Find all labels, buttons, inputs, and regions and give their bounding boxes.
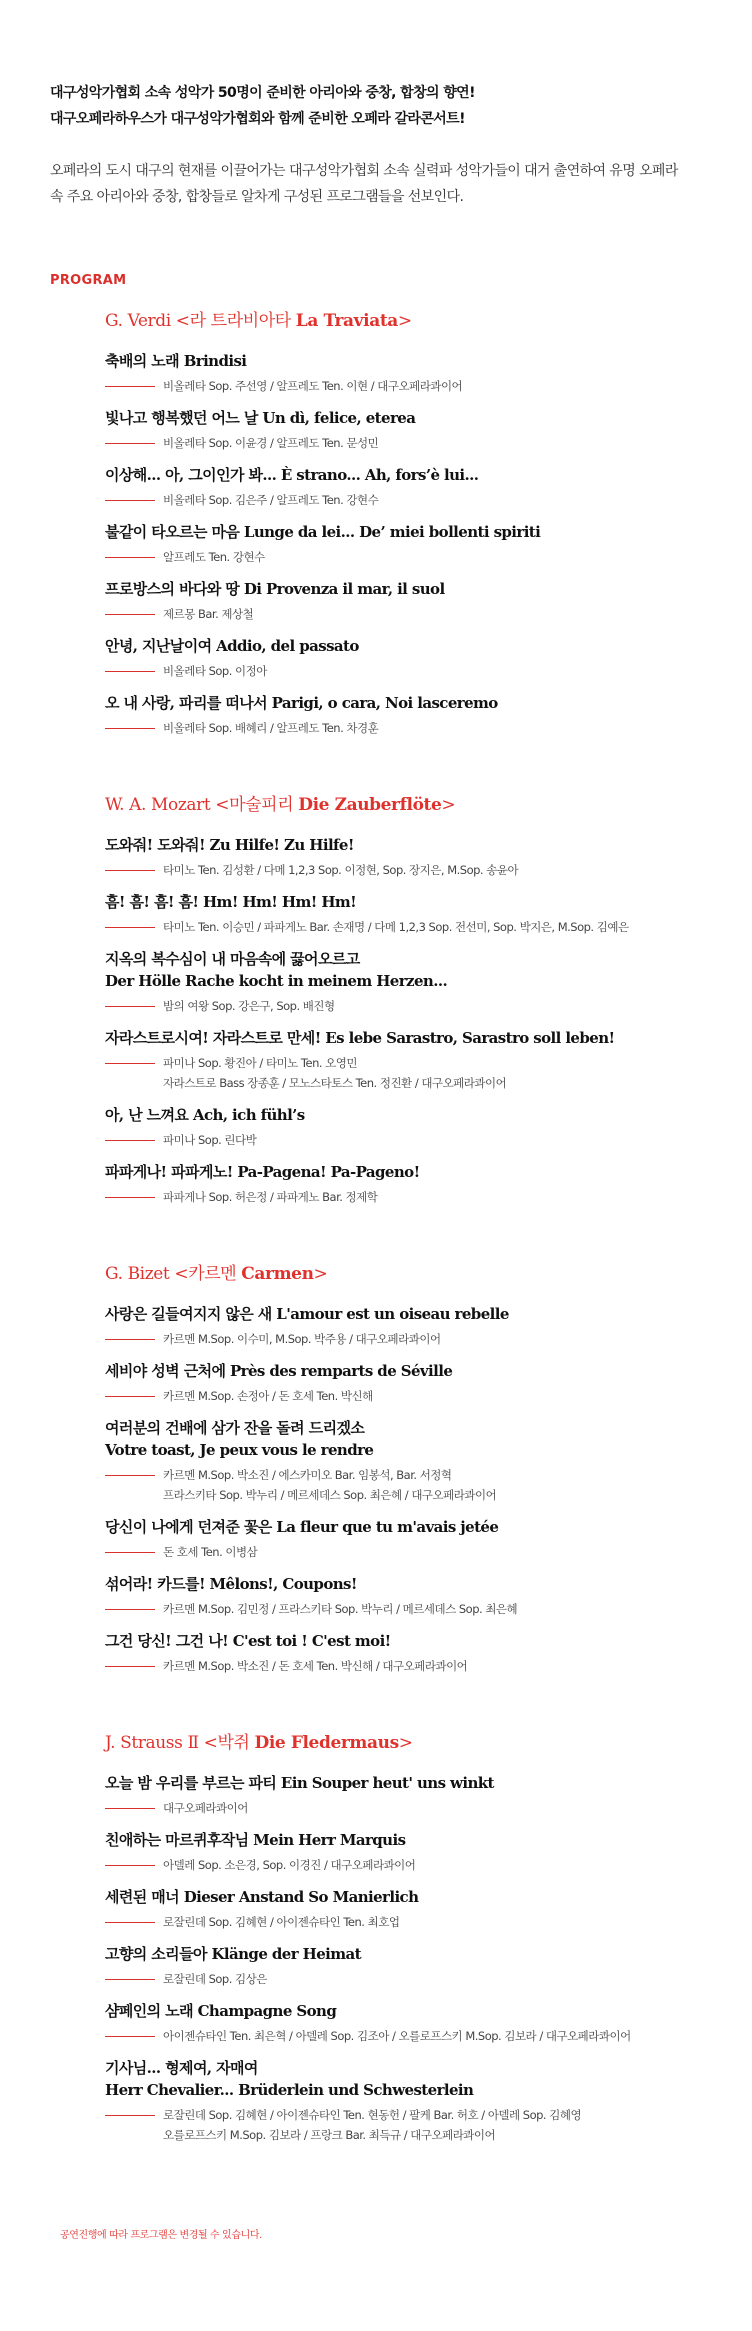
intro-desc-line-2: 속 주요 아리아와 중창, 합창들로 알차게 구성된 프로그램들을 선보인다. [50, 189, 464, 205]
opera-section [105, 306, 745, 738]
piece-cast [105, 433, 745, 453]
cast-line-text: 프라스키타 Sop. 박누리 / 메르세데스 Sop. 최은혜 / 대구오페라콰이어 [163, 1488, 497, 1502]
section-title-prefix: G. Verdi <라 트라비아타 [105, 311, 296, 331]
program-piece [105, 578, 745, 624]
piece-title: Der Hölle Rache kocht in meinem Herzen... [105, 972, 448, 990]
piece-title: 사랑은 길들여지지 않은 새 L'amour est un oiseau rebelle [105, 1305, 509, 1323]
cast-line-text: 밤의 여왕 Sop. 강은구, Sop. 배진형 [163, 999, 335, 1013]
cast-text [163, 1912, 399, 1932]
piece-title: 오 내 사랑, 파리를 떠나서 Parigi, o cara, Noi lasceremo [105, 694, 498, 712]
cast-divider-line [105, 671, 155, 672]
cast-text [163, 661, 267, 681]
cast-divider-line [105, 1666, 155, 1667]
cast-line-text: 로잘린데 Sop. 김혜현 / 아이젠슈타인 Ten. 최호업 [163, 1915, 400, 1929]
cast-divider-line [105, 1339, 155, 1340]
cast-divider-line [105, 1396, 155, 1397]
program-piece [105, 1630, 745, 1676]
program-piece [105, 521, 745, 567]
cast-line-text: 비올레타 Sop. 이정아 [163, 664, 267, 678]
cast-divider-line [105, 1979, 155, 1980]
cast-divider-line [105, 1006, 155, 1007]
piece-cast [105, 1798, 745, 1818]
cast-line-text: 카르멘 M.Sop. 손정아 / 돈 호세 Ten. 박신해 [163, 1389, 373, 1403]
cast-text [163, 860, 518, 880]
piece-cast [105, 1187, 745, 1207]
cast-line-text: 아이젠슈타인 Ten. 최은혁 / 아델레 Sop. 김조아 / 오를로프스키 M.Sop. 김보라 / 대구오페라콰이어 [163, 2029, 631, 2043]
piece-title: 고향의 소리들아 Klänge der Heimat [105, 1945, 361, 1963]
piece-cast [105, 1465, 745, 1505]
cast-line-text: 카르멘 M.Sop. 박소진 / 에스카미오 Bar. 임봉석, Bar. 서정혁 [163, 1468, 452, 1482]
piece-cast [105, 996, 745, 1016]
opera-section-title [105, 1259, 745, 1289]
cast-line-text: 타미노 Ten. 김성환 / 다메 1,2,3 Sop. 이정현, Sop. 장지은, M.Sop. 송윤아 [163, 863, 519, 877]
cast-text [163, 376, 462, 396]
piece-cast [105, 1969, 745, 1989]
opera-section-title [105, 306, 745, 336]
cast-line-text: 알프레도 Ten. 강현수 [163, 550, 265, 564]
cast-text [163, 2026, 631, 2046]
cast-divider-line [105, 927, 155, 928]
cast-divider-line [105, 1609, 155, 1610]
program-piece [105, 1161, 745, 1207]
cast-divider-line [105, 728, 155, 729]
cast-divider-line [105, 614, 155, 615]
program-piece [105, 464, 745, 510]
cast-line-text: 파파게나 Sop. 허은정 / 파파게노 Bar. 정제학 [163, 1190, 378, 1204]
cast-divider-line [105, 1808, 155, 1809]
piece-cast [105, 917, 745, 937]
cast-divider-line [105, 500, 155, 501]
cast-text [163, 1798, 248, 1818]
opera-section-title [105, 790, 745, 820]
opera-section [105, 790, 745, 1207]
piece-cast [105, 1053, 745, 1093]
cast-line-text: 돈 호세 Ten. 이병삼 [163, 1545, 258, 1559]
section-title-suffix: > [313, 1264, 328, 1284]
cast-divider-line [105, 1063, 155, 1064]
program-piece [105, 2057, 745, 2145]
piece-cast [105, 2026, 745, 2046]
piece-cast [105, 1130, 745, 1150]
section-title-orig: La Traviata [295, 311, 398, 331]
cast-line-text: 아델레 Sop. 소은경, Sop. 이경진 / 대구오페라콰이어 [163, 1858, 416, 1872]
cast-divider-line [105, 1197, 155, 1198]
piece-title: Votre toast, Je peux vous le rendre [105, 1441, 374, 1459]
piece-cast [105, 2105, 745, 2145]
cast-text [163, 1465, 496, 1505]
cast-line-text: 로잘린데 Sop. 김혜현 / 아이젠슈타인 Ten. 현동헌 / 팔케 Bar. 허호 / 아델레 Sop. 김혜영 [163, 2108, 582, 2122]
cast-line-text: 오를로프스키 M.Sop. 김보라 / 프랑크 Bar. 최득규 / 대구오페라콰이어 [163, 2128, 496, 2142]
cast-line-text: 자라스트로 Bass 장종훈 / 모노스타토스 Ten. 정진환 / 대구오페라콰이어 [163, 1076, 507, 1090]
piece-title: 지옥의 복수심이 내 마음속에 끓어오르고 [105, 950, 360, 968]
cast-text [163, 433, 378, 453]
cast-line-text: 파미나 Sop. 황진아 / 타미노 Ten. 오영민 [163, 1056, 357, 1070]
cast-line-text: 비올레타 Sop. 이윤경 / 알프레도 Ten. 문성민 [163, 436, 379, 450]
program-piece [105, 407, 745, 453]
piece-cast [105, 860, 745, 880]
program-piece [105, 1516, 745, 1562]
piece-title: 그건 당신! 그건 나! C'est toi ! C'est moi! [105, 1632, 391, 1650]
section-title-orig: Carmen [241, 1264, 314, 1284]
piece-cast [105, 1855, 745, 1875]
piece-title: 아, 난 느껴요 Ach, ich fühl’s [105, 1106, 305, 1124]
piece-title: 프로방스의 바다와 땅 Di Provenza il mar, il suol [105, 580, 445, 598]
piece-cast [105, 490, 745, 510]
piece-cast [105, 1329, 745, 1349]
cast-divider-line [105, 2115, 155, 2116]
piece-cast [105, 604, 745, 624]
cast-line-text: 타미노 Ten. 이승민 / 파파게노 Bar. 손재명 / 다메 1,2,3 Sop. 전선미, Sop. 박지은, M.Sop. 김예은 [163, 920, 629, 934]
program-change-note: 공연진행에 따라 프로그램은 변경될 수 있습니다. [60, 2230, 262, 2241]
program-piece [105, 1772, 745, 1818]
intro [50, 80, 710, 210]
piece-title: 빛나고 행복했던 어느 날 Un dì, felice, eterea [105, 409, 416, 427]
cast-text [163, 1053, 506, 1093]
program-piece [105, 692, 745, 738]
piece-title: 흠! 흠! 흠! 흠! Hm! Hm! Hm! Hm! [105, 893, 357, 911]
cast-divider-line [105, 1865, 155, 1866]
cast-divider-line [105, 1922, 155, 1923]
piece-title: 자라스트로시여! 자라스트로 만세! Es lebe Sarastro, Sarastro soll leben! [105, 1029, 615, 1047]
cast-divider-line [105, 1140, 155, 1141]
intro-headline-2: 대구오페라하우스가 대구성악가협회와 함께 준비한 오페라 갈라콘서트! [50, 111, 465, 127]
cast-divider-line [105, 386, 155, 387]
piece-cast [105, 376, 745, 396]
cast-line-text: 카르멘 M.Sop. 박소진 / 돈 호세 Ten. 박신해 / 대구오페라콰이어 [163, 1659, 468, 1673]
cast-text [163, 1542, 257, 1562]
section-title-suffix: > [441, 795, 456, 815]
piece-cast [105, 547, 745, 567]
cast-text [163, 1599, 517, 1619]
cast-text [163, 1386, 373, 1406]
cast-text [163, 1855, 415, 1875]
cast-line-text: 제르몽 Bar. 제상철 [163, 607, 254, 621]
piece-cast [105, 1386, 745, 1406]
cast-line-text: 비올레타 Sop. 김은주 / 알프레도 Ten. 강현수 [163, 493, 379, 507]
opera-section-title [105, 1728, 745, 1758]
piece-title: 파파게나! 파파게노! Pa-Pagena! Pa-Pageno! [105, 1163, 420, 1181]
program-piece [105, 891, 745, 937]
program-piece [105, 834, 745, 880]
section-title-orig: Die Fledermaus [254, 1733, 399, 1753]
cast-line-text: 비올레타 Sop. 배혜리 / 알프레도 Ten. 차경훈 [163, 721, 379, 735]
program-piece [105, 1943, 745, 1989]
cast-text [163, 1969, 267, 1989]
cast-divider-line [105, 1552, 155, 1553]
program-piece [105, 1027, 745, 1093]
piece-title: Herr Chevalier... Brüderlein und Schwesterlein [105, 2081, 474, 2099]
section-title-prefix: J. Strauss Ⅱ <박쥐 [105, 1733, 255, 1753]
piece-cast [105, 718, 745, 738]
piece-title: 도와줘! 도와줘! Zu Hilfe! Zu Hilfe! [105, 836, 354, 854]
cast-line-text: 로잘린데 Sop. 김상은 [163, 1972, 267, 1986]
intro-headline-1: 대구성악가협회 소속 성악가 50명이 준비한 아리아와 중창, 합창의 향연! [50, 85, 475, 101]
opera-section [105, 1728, 745, 2145]
program-piece [105, 350, 745, 396]
program-label: PROGRAM [50, 273, 127, 288]
piece-cast [105, 1656, 745, 1676]
cast-text [163, 917, 629, 937]
piece-title: 세련된 매너 Dieser Anstand So Manierlich [105, 1888, 419, 1906]
piece-cast [105, 661, 745, 681]
cast-text [163, 996, 335, 1016]
cast-text [163, 1656, 467, 1676]
section-title-orig: Die Zauberflöte [298, 795, 442, 815]
piece-cast [105, 1542, 745, 1562]
piece-title: 샴페인의 노래 Champagne Song [105, 2002, 337, 2020]
cast-line-text: 카르멘 M.Sop. 김민정 / 프라스키타 Sop. 박누리 / 메르세데스 Sop. 최은혜 [163, 1602, 518, 1616]
program-piece [105, 1829, 745, 1875]
intro-desc-line-1: 오페라의 도시 대구의 현재를 이끌어가는 대구성악가협회 소속 실력파 성악가들이 대거 출연하여 유명 오페라 [50, 163, 678, 179]
cast-text [163, 604, 253, 624]
cast-divider-line [105, 2036, 155, 2037]
program-piece [105, 1886, 745, 1932]
program-piece [105, 1417, 745, 1505]
intro-description [50, 158, 710, 210]
program-piece [105, 2000, 745, 2046]
cast-line-text: 비올레타 Sop. 주선영 / 알프레도 Ten. 이현 / 대구오페라콰이어 [163, 379, 463, 393]
cast-text [163, 1329, 441, 1349]
program-piece [105, 1104, 745, 1150]
section-title-suffix: > [397, 311, 412, 331]
piece-title: 불같이 타오르는 마음 Lunge da lei... De’ miei bollenti spiriti [105, 523, 541, 541]
cast-text [163, 718, 378, 738]
program-piece [105, 1303, 745, 1349]
piece-title: 오늘 밤 우리를 부르는 파티 Ein Souper heut' uns winkt [105, 1774, 494, 1792]
piece-cast [105, 1912, 745, 1932]
piece-title: 축배의 노래 Brindisi [105, 352, 247, 370]
section-title-prefix: G. Bizet <카르멘 [105, 1264, 242, 1284]
piece-cast [105, 1599, 745, 1619]
cast-line-text: 파미나 Sop. 린다박 [163, 1133, 257, 1147]
section-title-prefix: W. A. Mozart <마술피리 [105, 795, 299, 815]
program-piece [105, 1573, 745, 1619]
cast-divider-line [105, 557, 155, 558]
cast-text [163, 490, 378, 510]
piece-title: 섞어라! 카드를! Mêlons!, Coupons! [105, 1575, 357, 1593]
piece-title: 당신이 나에게 던져준 꽃은 La fleur que tu m'avais jetée [105, 1518, 499, 1536]
cast-divider-line [105, 870, 155, 871]
cast-line-text: 대구오페라콰이어 [163, 1801, 248, 1815]
cast-text [163, 2105, 581, 2145]
piece-title: 이상해... 아, 그이인가 봐... È strano... Ah, fors’è lui... [105, 466, 479, 484]
piece-title: 친애하는 마르퀴후작님 Mein Herr Marquis [105, 1831, 406, 1849]
piece-title: 기사님... 형제여, 자매여 [105, 2059, 258, 2077]
piece-title: 세비야 성벽 근처에 Près des remparts de Séville [105, 1362, 453, 1380]
piece-title: 안녕, 지난날이여 Addio, del passato [105, 637, 359, 655]
program-piece [105, 635, 745, 681]
program-list [105, 306, 745, 2197]
cast-text [163, 547, 265, 567]
cast-text [163, 1187, 377, 1207]
section-title-suffix: > [398, 1733, 413, 1753]
cast-divider-line [105, 1475, 155, 1476]
cast-divider-line [105, 443, 155, 444]
piece-title: 여러분의 건배에 삼가 잔을 돌려 드리겠소 [105, 1419, 365, 1437]
cast-text [163, 1130, 256, 1150]
program-piece [105, 948, 745, 1016]
opera-section [105, 1259, 745, 1676]
program-piece [105, 1360, 745, 1406]
cast-line-text: 카르멘 M.Sop. 이수미, M.Sop. 박주용 / 대구오페라콰이어 [163, 1332, 441, 1346]
